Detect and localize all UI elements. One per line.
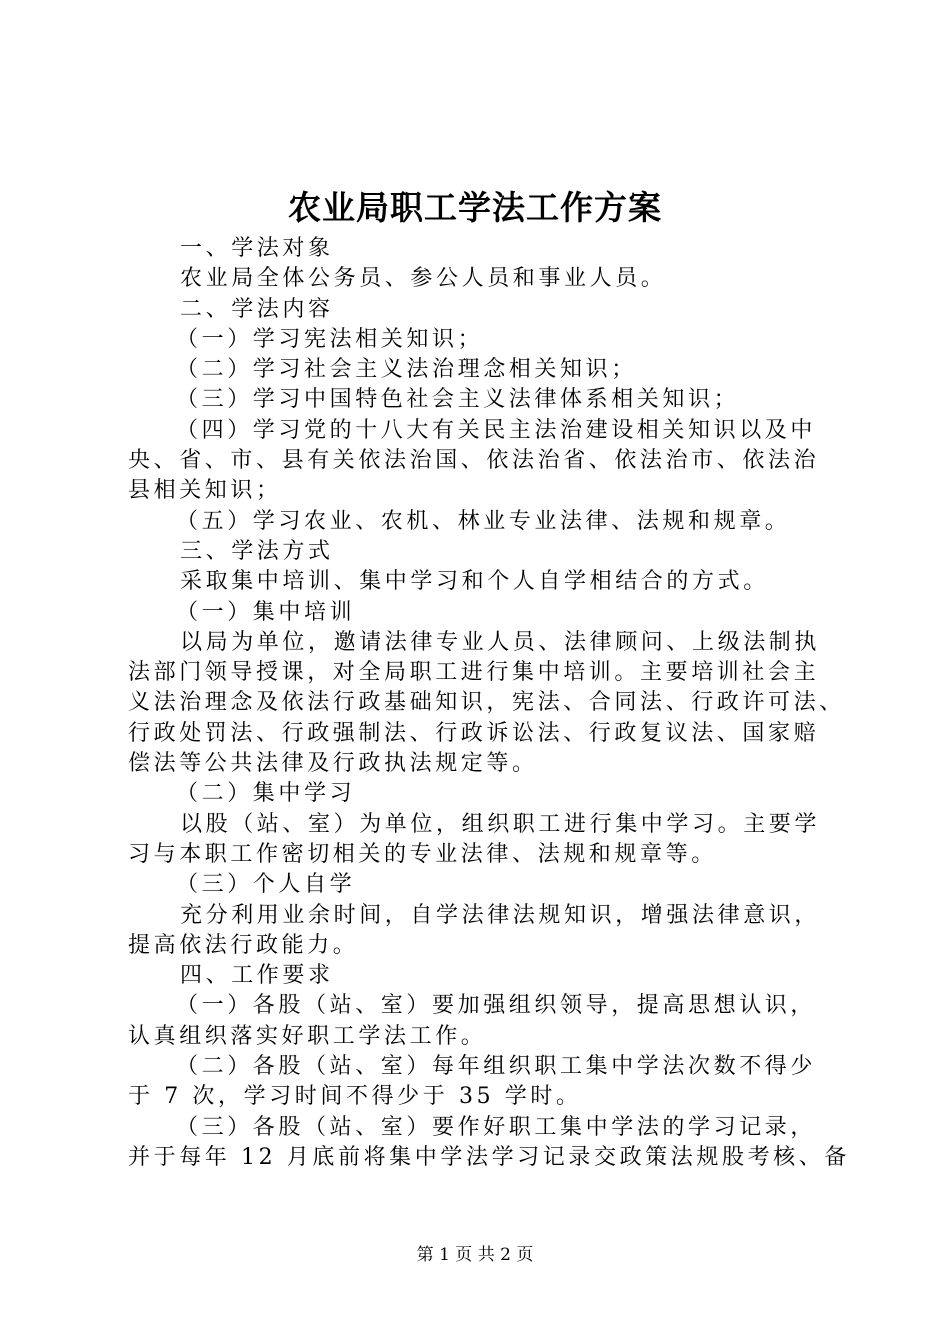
list-item: （五）学习农业、农机、林业专业法律、法规和规章。 [176,508,791,534]
document-body [128,234,850,1173]
paragraph-line: 义法治理念及依法行政基础知识，宪法、合同法、行政许可法、 [128,690,845,716]
paragraph-line: 提高依法行政能力。 [128,932,359,958]
section-heading-2: 二、学法内容 [180,296,334,322]
section-heading-1: 一、学法对象 [180,236,334,261]
subsection-heading: （二）集中学习 [176,781,356,807]
paragraph-line: 央、省、市、县有关依法治国、依法治省、依法治市、依法治 [128,448,820,474]
paragraph-line: 行政处罚法、行政强制法、行政诉讼法、行政复议法、国家赔 [128,720,820,746]
paragraph-line: 偿法等公共法律及行政执法规定等。 [128,751,538,777]
paragraph-line: 以局为单位，邀请法律专业人员、法律顾问、上级法制执 [180,629,821,655]
subsection-heading: （一）集中培训 [176,599,356,625]
paragraph-line: 采取集中培训、集中学习和个人自学相结合的方式。 [180,569,769,595]
page-footer: 第 1 页 共 2 页 [416,1245,534,1265]
section-heading-4: 四、工作要求 [180,963,334,989]
list-item: （一）各股（站、室）要加强组织领导，提高思想认识， [176,993,817,1019]
list-item: （三）各股（站、室）要作好职工集中学法的学习记录， [176,1114,817,1140]
paragraph-line: 农业局全体公务员、参公人员和事业人员。 [180,266,667,292]
paragraph-line: 认真组织落实好职工学法工作。 [128,1023,487,1049]
paragraph-line: 充分利用业余时间，自学法律法规知识，增强法律意识， [180,902,821,928]
list-item: （一）学习宪法相关知识； [176,326,484,352]
paragraph-line: 并于每年 12 月底前将集中学法学习记录交政策法规股考核、备 [128,1144,850,1170]
section-heading-3: 三、学法方式 [180,538,334,564]
document-title: 农业局职工学法工作方案 [288,188,662,227]
paragraph-line: 习与本职工作密切相关的专业法律、法规和规章等。 [128,841,717,867]
list-item: （二）学习社会主义法治理念相关知识； [176,357,637,383]
paragraph-line: 法部门领导授课，对全局职工进行集中培训。主要培训社会主 [128,660,820,686]
list-item: （四）学习党的十八大有关民主法治建设相关知识以及中 [176,417,817,443]
subsection-heading: （三）个人自学 [176,872,356,898]
list-item: （二）各股（站、室）每年组织职工集中学法次数不得少 [176,1054,817,1080]
list-item: （三）学习中国特色社会主义法律体系相关知识； [176,387,740,413]
paragraph-line: 于 7 次，学习时间不得少于 35 学时。 [128,1084,582,1110]
paragraph-line: 以股（站、室）为单位，组织职工进行集中学习。主要学 [180,811,821,837]
paragraph-line: 县相关知识； [128,478,282,504]
